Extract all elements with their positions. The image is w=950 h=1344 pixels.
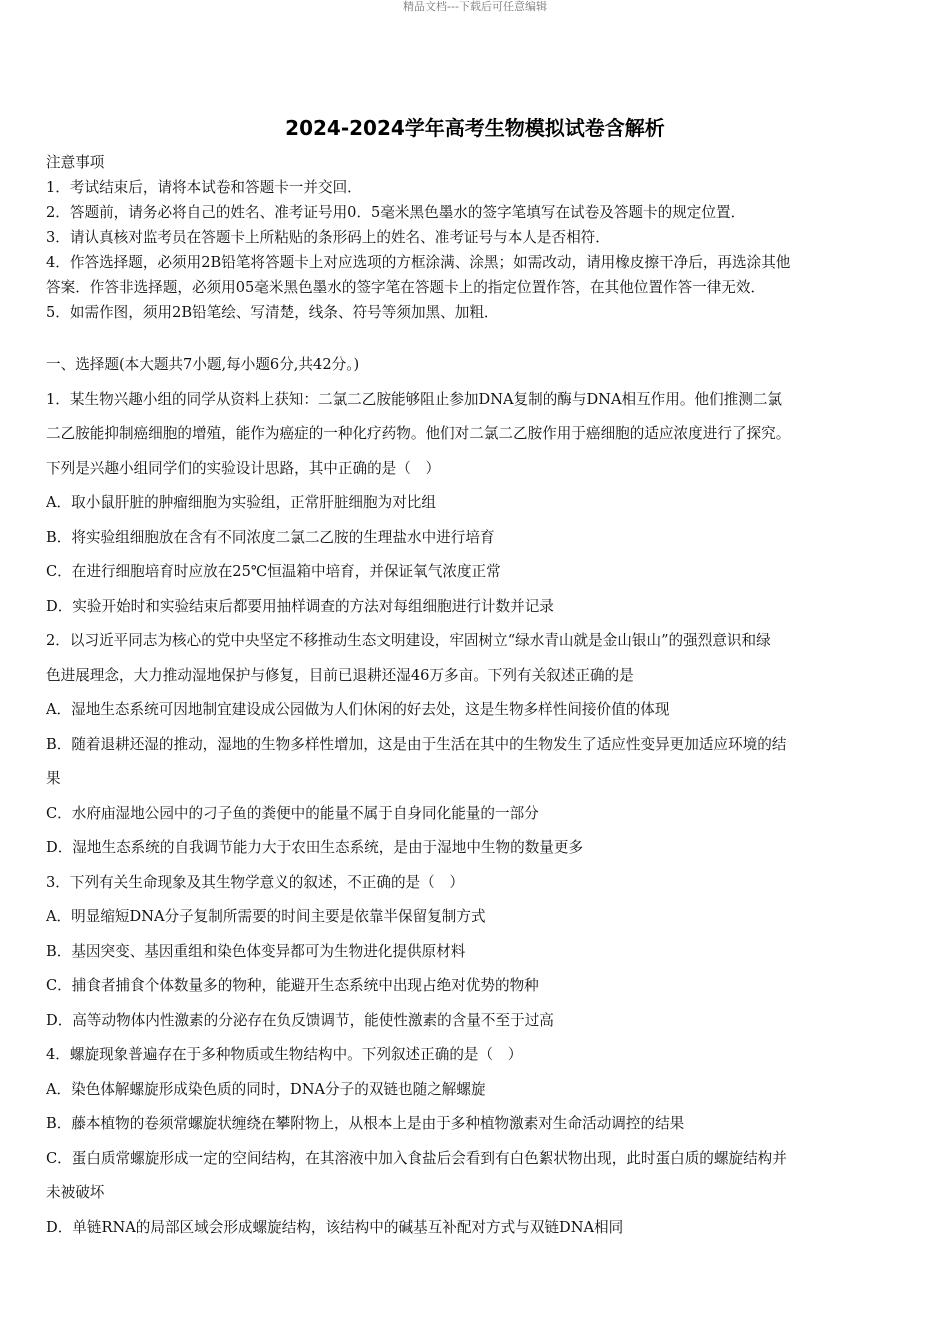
- option-line: C．捕食者捕食个体数量多的物种，能避开生态系统中出现占绝对优势的物种: [46, 977, 539, 994]
- option-line: B．基因突变、基因重组和染色体变异都可为生物进化提供原材料: [46, 942, 466, 960]
- option-line: C．在进行细胞培育时应放在25℃恒温箱中培育，并保证氧气浓度正常: [46, 563, 501, 580]
- option-line: D．实验开始时和实验结束后都要用抽样调查的方法对每组细胞进行计数并记录: [46, 597, 554, 615]
- question-line: 下列是兴趣小组同学们的实验设计思路，其中正确的是（ ）: [46, 459, 441, 477]
- questions-section: [46, 348, 902, 1245]
- option-line: A．取小鼠肝脏的肿瘤细胞为实验组，正常肝脏细胞为对比组: [46, 494, 436, 511]
- question-line: 2．以习近平同志为核心的党中央坚定不移推动生态文明建设，牢固树立“绿水青山就是金山银山”的强烈意识和绿: [46, 632, 771, 649]
- note-line: 3．请认真核对监考员在答题卡上所粘贴的条形码上的姓名、准考证号与本人是否相符．: [46, 229, 610, 246]
- option-line: C．蛋白质常螺旋形成一定的空间结构，在其溶液中加入食盐后会看到有白色絮状物出现，此时蛋白质的螺旋结构并: [46, 1149, 787, 1167]
- section-heading: 一、选择题(本大题共7小题,每小题6分,共42分。): [46, 356, 360, 373]
- question-line: 色进展理念，大力推动湿地保护与修复，目前已退耕还湿46万多亩。下列有关叙述正确的是: [46, 666, 634, 684]
- option-line: A．染色体解螺旋形成染色质的同时，DNA分子的双链也随之解螺旋: [46, 1080, 486, 1098]
- header-watermark: 精品文档---下载后可任意编辑: [403, 0, 547, 13]
- exam-title: 2024-2024学年高考生物模拟试卷含解析: [285, 116, 665, 140]
- note-line: 2．答题前，请务必将自己的姓名、准考证号用0．5毫米黑色墨水的签字笔填写在试卷及答题卡的规定位置．: [46, 204, 746, 221]
- note-line: 5．如需作图，须用2B铅笔绘、写清楚，线条、符号等须加黑、加粗．: [46, 304, 499, 321]
- option-line: D．高等动物体内性激素的分泌存在负反馈调节，能使性激素的含量不至于过高: [46, 1011, 554, 1029]
- option-line: 未被破坏: [46, 1184, 105, 1201]
- option-line: D．单链RNA的局部区域会形成螺旋结构，该结构中的碱基互补配对方式与双链DNA相同: [46, 1218, 624, 1236]
- note-line: 4．作答选择题，必须用2B铅笔将答题卡上对应选项的方框涂满、涂黑；如需改动，请用橡皮擦干净后，再选涂其他: [46, 254, 791, 271]
- question-line: 二乙胺能抑制癌细胞的增殖，能作为癌症的一种化疗药物。他们对二氯二乙胺作用于癌细胞的适应浓度进行了探究。: [46, 425, 791, 442]
- question-line: 1．某生物兴趣小组的同学从资料上获知：二氯二乙胺能够阻止参加DNA复制的酶与DNA相互作用。他们推测二氯: [46, 390, 783, 408]
- question-line: 3．下列有关生命现象及其生物学意义的叙述，不正确的是（ ）: [46, 873, 464, 891]
- option-line: A．明显缩短DNA分子复制所需要的时间主要是依靠半保留复制方式: [46, 908, 486, 925]
- option-line: B．藤本植物的卷须常螺旋状缠绕在攀附物上，从根本上是由于多种植物激素对生命活动调控的结果: [46, 1115, 685, 1132]
- notes-heading: 注意事项: [46, 154, 105, 171]
- option-line: C．水府庙湿地公园中的刁子鱼的粪便中的能量不属于自身同化能量的一部分: [46, 804, 539, 822]
- notes-section: [46, 150, 902, 325]
- option-line: 果: [46, 770, 61, 787]
- option-line: D．湿地生态系统的自我调节能力大于农田生态系统，是由于湿地中生物的数量更多: [46, 839, 584, 856]
- question-line: 4．螺旋现象普遍存在于多种物质或生物结构中。下列叙述正确的是（ ）: [46, 1046, 523, 1063]
- option-line: B．将实验组细胞放在含有不同浓度二氯二乙胺的生理盐水中进行培育: [46, 528, 495, 546]
- note-line: 1．考试结束后，请将本试卷和答题卡一并交回．: [46, 179, 362, 196]
- option-line: A．湿地生态系统可因地制宜建设成公园做为人们休闲的好去处，这是生物多样性间接价值的体现: [46, 701, 670, 718]
- option-line: B．随着退耕还湿的推动，湿地的生物多样性增加，这是由于生活在其中的生物发生了适应性变异更加适应环境的结: [46, 735, 787, 753]
- note-line: 答案．作答非选择题，必须用05毫米黑色墨水的签字笔在答题卡上的指定位置作答，在其他位置作答一律无效．: [46, 279, 766, 296]
